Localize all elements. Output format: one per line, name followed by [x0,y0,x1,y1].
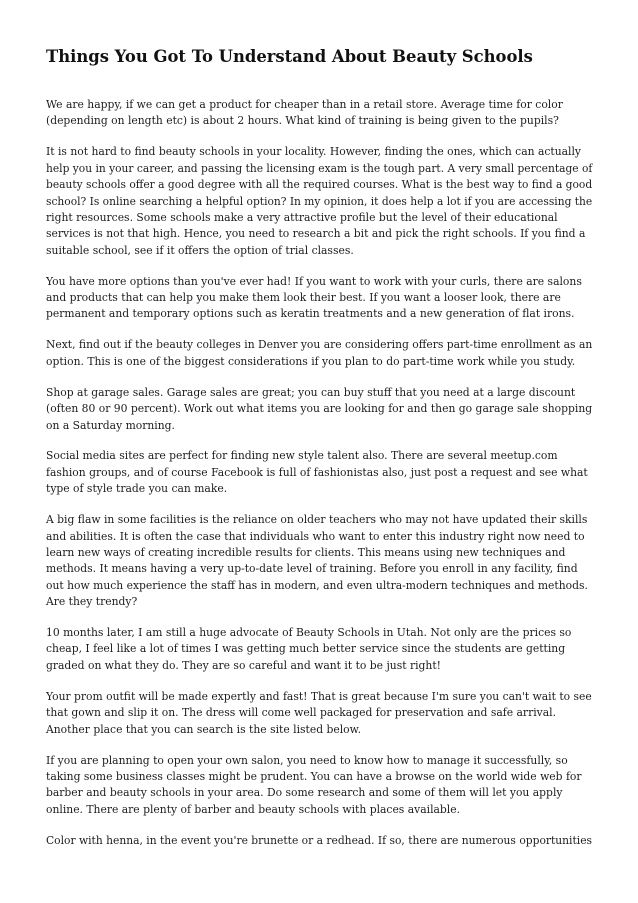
paragraph-line: fashion groups, and of course Facebook is full of fashionistas also, just post a request and see what [46,465,588,479]
paragraph-line: school? Is online searching a helpful option? In my opinion, it does help a lot if you are accessing the [46,194,593,208]
paragraph-line: If you are planning to open your own salon, you need to know how to manage it successfully, so [46,753,568,767]
paragraph [46,689,592,738]
paragraph-line: services is not that high. Hence, you need to research a bit and pick the right schools. If you find a [46,227,586,241]
paragraph-line: 10 months later, I am still a huge advocate of Beauty Schools in Utah. Not only are the prices so [46,626,572,640]
paragraph-line: taking some business classes might be prudent. You can have a browse on the world wide web for [46,769,582,783]
paragraph [46,337,592,370]
paragraph-line: beauty schools offer a good degree with all the required courses. What is the best way to find a good [46,178,593,192]
paragraph-line: graded on what they do. They are so careful and want it to be just right! [46,658,441,672]
paragraph-line: (often 80 or 90 percent). Work out what items you are looking for and then go garage sale shopping [46,402,593,416]
paragraph-line: We are happy, if we can get a product for cheaper than in a retail store. Average time for color [46,98,563,111]
paragraph-line: help you in your career, and passing the licensing exam is the tough part. A very small percentage of [46,161,593,175]
paragraph [46,144,592,259]
paragraph [46,448,592,497]
paragraph-line: learn new ways of creating incredible results for clients. This means using new techniques and [46,545,566,559]
paragraph-line: methods. It means having a very up-to-date level of training. Before you enroll in any facility, find [46,562,578,576]
paragraph [46,833,592,849]
paragraph-line: Shop at garage sales. Garage sales are great; you can buy stuff that you need at a large discount [46,385,576,399]
paragraph-line: Color with henna, in the event you're brunette or a redhead. If so, there are numerous opportunities [46,833,593,847]
paragraph-line: type of style trade you can make. [46,482,228,496]
paragraph-line: and abilities. It is often the case that individuals who want to enter this industry right now need to [46,529,585,543]
paragraph-line: Next, find out if the beauty colleges in Denver you are considering offers part-time enrollment as an [46,338,593,352]
paragraph-line: It is not hard to find beauty schools in your locality. However, finding the ones, which can actually [46,145,581,159]
document-title: Things You Got To Understand About Beauty Schools [46,47,533,66]
paragraph [46,753,592,819]
paragraph-line: (depending on length etc) is about 2 hours. What kind of training is being given to the pupils? [46,114,559,128]
paragraph-line: Are they trendy? [46,595,138,609]
paragraph [46,512,592,610]
paragraph-line: out how much experience the staff has in modern, and even ultra-modern techniques and methods. [46,578,588,592]
paragraph [46,97,592,130]
document-body [46,97,592,849]
paragraph [46,274,592,323]
paragraph-line: Your prom outfit will be made expertly and fast! That is great because I'm sure you can't wait to see [46,689,592,703]
paragraph-line: option. This is one of the biggest considerations if you plan to do part-time work while you study. [46,354,576,368]
paragraph [46,385,592,434]
paragraph-line: Social media sites are perfect for finding new style talent also. There are several meetup.com [46,449,558,463]
paragraph-line: on a Saturday morning. [46,418,175,432]
paragraph-line: cheap, I feel like a lot of times I was getting much better service since the students are getting [46,642,566,656]
paragraph [46,625,592,674]
paragraph-line: permanent and temporary options such as keratin treatments and a new generation of flat irons. [46,307,575,321]
paragraph-line: A big flaw in some facilities is the reliance on older teachers who may not have updated their skills [46,513,588,527]
paragraph-line: suitable school, see if it offers the option of trial classes. [46,243,354,257]
paragraph-line: You have more options than you've ever had! If you want to work with your curls, there are salons [46,274,582,288]
document-page [46,46,592,864]
paragraph-line: Another place that you can search is the site listed below. [46,722,361,736]
paragraph-line: that gown and slip it on. The dress will come well packaged for preservation and safe arrival. [46,706,556,720]
paragraph-line: barber and beauty schools in your area. Do some research and some of them will let you apply [46,786,563,800]
paragraph-line: online. There are plenty of barber and beauty schools with places available. [46,802,461,816]
paragraph-line: right resources. Some schools make a very attractive profile but the level of their educational [46,210,558,224]
paragraph-line: and products that can help you make them look their best. If you want a looser look, there are [46,291,561,305]
